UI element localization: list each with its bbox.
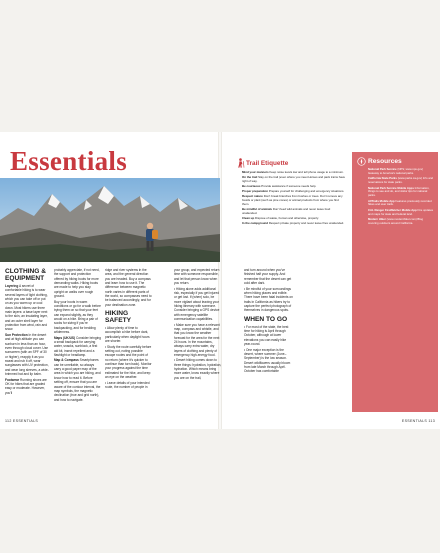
trail-etiquette-item: Be courteous Provide assistance if someone needs help.	[242, 183, 317, 188]
paragraph: and turn around when you've finished half your supply. And remember that the desert can get cold after dark.	[244, 268, 292, 286]
text-column-3	[105, 268, 152, 390]
mountain-hiker-photo	[0, 178, 220, 262]
trail-etiquette-item: Clean up Dispose of waste, human and otherwise, properly.	[242, 215, 319, 220]
resource-item: AllTrails Mobile App Features previously recorded hikes and user trails.	[368, 198, 432, 207]
paragraph-sun-protection: Sun Protection In the desert and at high altitude you can sunburn in less than an hour, even through cloud cover. Use sunscreen (with an SPF of 30 or higher), reapply it as you sweat and rub it off, wear sunglasses with UV protection, and wear long sleeves, a wide-brimmed hat and lip balm.	[5, 332, 49, 377]
resource-item: CAL Ranger FireWatcher Mobile App Fire updates and maps for state and federal land.	[368, 208, 434, 216]
trail-etiquette-heading: Trail Etiquette	[246, 160, 289, 167]
trail-etiquette-list	[242, 171, 346, 227]
paragraph-map-compass: Map & Compass Smartphones can be unreliable, so always carry a good paper map of the area in which you are hiking, and know how to read it. Before setting off, ensure that you are aware of the contour interval, the map symbols, the magnetic declination (true and grid north), and how to navigate.	[54, 358, 101, 402]
text-column-4	[174, 268, 222, 381]
page-title: Essentials	[10, 146, 128, 176]
paragraph-maps: Maps (UK/US) Consider bringing a small backpack for carrying water, snacks, sunblock, a first aid kit, insect repellent and a flashlight or headlamp.	[54, 335, 101, 357]
resource-item: National Park Service Mobile Apps Information, things to see and do, and visitor tips for national parks.	[368, 185, 430, 197]
resource-item: California State Parks (www.parks.ca.gov) Info and reservations for state parks.	[368, 176, 433, 184]
bullet-item: • Be mindful of your surroundings when hiking places and edible. There have been fatal incidents on trails in California as hikers try to capture the perfect photograph of themselves in dangerous spots.	[244, 286, 293, 313]
text-column-1	[5, 268, 49, 396]
bullet-item: • Leave details of your intended route, the number of people in	[105, 380, 150, 389]
trail-etiquette-item: In the campground Respect private property and never leave fires unattended.	[242, 220, 345, 225]
trail-etiquette-item: Proper preparation Prepare yourself for challenging and emergency situations.	[242, 188, 345, 193]
bullet-item: • Desert hiking comes down to three things: hydration, hydration, hydration. Which means bring more water, know exactly where you are on the trail,	[174, 358, 222, 380]
bullet-item: • Allow plenty of time to accomplish a hike before dark, particularly when daylight hours are shorter.	[105, 326, 150, 344]
trail-etiquette-item: Mind your manners Keep noise levels low and tell phone usage to a minimum.	[242, 170, 344, 174]
section-heading-clothing: CLOTHING & EQUIPMENT	[5, 268, 47, 282]
paragraph: your group, and expected return time with someone responsible, and let that person know when you return.	[174, 268, 220, 286]
resource-item: National Park Service (NPS; www.nps.gov) Gateway to America's national parks.	[368, 167, 424, 175]
trail-etiquette-item: Be mindful of animals Don't feed wild animals and never leave food unattended.	[242, 206, 331, 215]
bullet-item: • One major exception is the desert, where summer (June–September) is the low season. Desert wildflowers usually bloom from late March through April. October has comfortable	[244, 347, 291, 374]
resources-heading: Resources	[368, 158, 402, 165]
page-number-left: 112 ESSENTIALS	[5, 419, 39, 423]
trail-etiquette-item: Respect nature Don't break branches from bushes or trees. Don't remove any fossils or plant (such as pine cones) or animal products from where you find them.	[242, 193, 343, 206]
bullet-item: • For most of the state, the best time for hiking is April through October, although at lower elevations you can easily hike year-round.	[244, 324, 289, 346]
resources-list	[368, 168, 434, 228]
page-number-right: ESSENTIALS 113	[401, 419, 435, 423]
hiker-icon	[236, 158, 245, 168]
section-heading-when-to-go: WHEN TO GO	[244, 315, 288, 323]
paragraph: Buy your boots in warm conditions or go for a walk before trying them on so that your feet can expand slightly, as they would on a hike. Bring a pair of socks for sizing if you're backpacking, and for bedding wilderness.	[54, 299, 101, 334]
compass-icon	[357, 157, 366, 166]
resource-item: Modern Hiker (www.modernhiker.com) Blog covering outdoors around California.	[368, 217, 424, 226]
resources-sidebar	[352, 152, 438, 412]
section-heading-hiking-safety: HIKING SAFETY	[105, 310, 132, 325]
paragraph: ridge and river systems in the area, and the general direction you are headed. Buy a compass and learn how to use it. The difference between magnetic north varies in different parts of the world, so compasses need to be balanced accordingly, and for your destination zone.	[105, 268, 152, 307]
bullet-item: • Hiking alone adds additional risk, especially if you get injured or get lost. If (when) solo, be more vigilant about leaving your hiking itinerary with someone. Consider bringing a GPS device with emergency satellite communication capabilities.	[174, 286, 220, 321]
paragraph-footwear: Footwear Running shoes are OK for hikes that are graded easy or moderate. However, you'll	[5, 377, 47, 395]
text-column-5	[244, 268, 294, 375]
bullet-item: • Make sure you have a relevant map, compass and whistle, and that you know the weather forecast for the area for the next 24 hours. In the mountains, always carry extra water, dry layers of clothing and plenty of emergency high-energy food.	[174, 322, 220, 357]
bullet-item: • Study the route carefully before setting out, noting possible escape routes and the point of no return (where it's quicker to continue than turn back). Monitor your progress against the time estimated for the hike, and keep an eye on the weather.	[105, 344, 152, 380]
trail-etiquette-item: On the trail Stay on the trail (even where you meet Horses and pack trains have right of way.	[242, 175, 345, 183]
text-column-2	[54, 268, 101, 403]
paragraph: probably appreciate, if not need, the support and protection offered by hiking boots for more demanding walks. Hiking boots are made to help you stay upright on walks over rough ground.	[54, 268, 100, 299]
paragraph-layering: Layering A secret of comfortable hiking is to wear several layers of light clothing, which you can take off or put on as you warm up or cool down. Most hikers use three main layers: a base layer next to the skin, an insulating layer, and an outer shell layer for protection from wind, rain and snow.	[5, 284, 48, 332]
